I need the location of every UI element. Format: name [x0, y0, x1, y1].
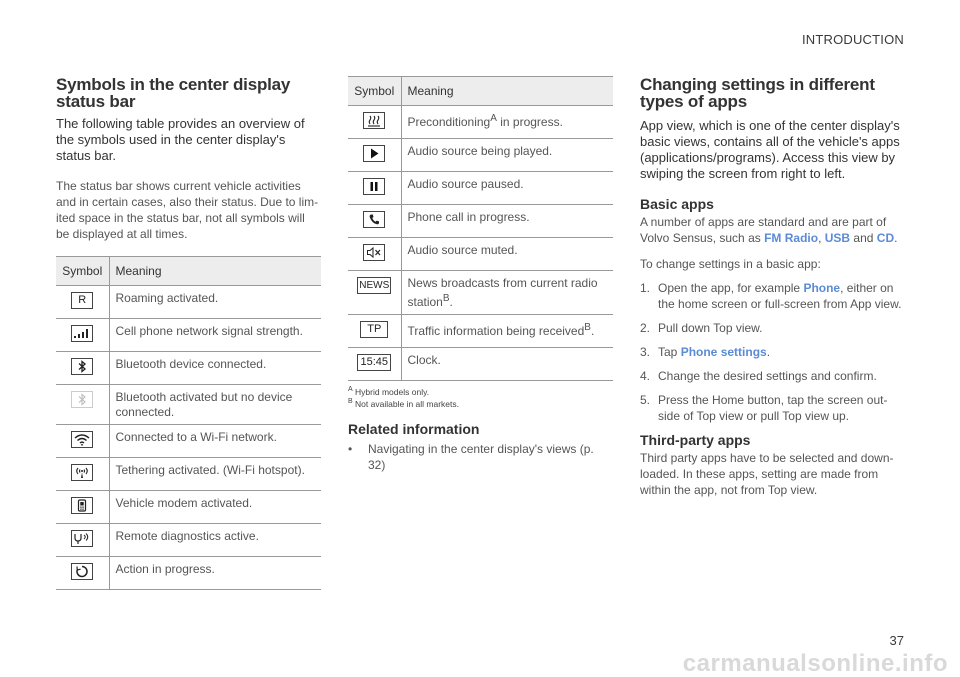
table-row	[348, 106, 613, 139]
symbol-meaning: Remote diagnostics active.	[109, 524, 321, 557]
mute-icon	[363, 244, 385, 261]
table-row	[348, 238, 613, 271]
symbol-meaning: Preconditioning$^A$ in progress.	[401, 106, 613, 139]
related-information-heading: Related information	[348, 420, 480, 437]
symbol-meaning: Bluetooth device connected.	[109, 352, 321, 385]
lead-paragraph: The following table provides an overview of the symbols used in the center display's status bar.	[56, 116, 305, 163]
section-heading-status-bar: Symbols in the center display status bar	[56, 75, 291, 111]
running-header: INTRODUCTION	[801, 32, 904, 47]
symbol-meaning: Traffic information being received$^B$.	[401, 315, 613, 348]
symbol-meaning: Clock.	[401, 348, 613, 381]
change-settings-intro: To change settings in a basic app:	[640, 257, 821, 271]
play-icon	[363, 145, 385, 162]
fm-radio-link[interactable]: FM Radio	[764, 231, 819, 245]
list-item: 4. Change the desired settings and confirm.	[640, 369, 877, 383]
phone-call-icon	[363, 211, 385, 228]
signal-strength-icon	[71, 325, 93, 342]
steps-list	[640, 280, 905, 424]
middle-column	[348, 76, 613, 473]
news-icon: NEWS	[357, 277, 391, 294]
hotspot-icon	[71, 464, 93, 481]
table-row	[348, 172, 613, 205]
symbol-meaning: Audio source muted.	[401, 238, 613, 271]
list-item: 2. Pull down Top view.	[640, 321, 763, 335]
symbol-meaning: Roaming activated.	[109, 286, 321, 319]
table-row	[56, 425, 321, 458]
third-party-apps-heading: Third-party apps	[640, 432, 751, 448]
symbol-meaning: Cell phone network signal strength.	[109, 319, 321, 352]
table-row	[56, 458, 321, 491]
symbol-meaning: Phone call in progress.	[401, 205, 613, 238]
column-header-symbol: Symbol	[56, 257, 109, 286]
cd-link[interactable]: CD	[876, 231, 895, 245]
status-symbols-table	[56, 256, 321, 590]
bullet-icon: •	[348, 441, 353, 456]
pause-icon	[363, 178, 385, 195]
table-row	[348, 271, 613, 315]
symbol-meaning: Bluetooth activated but no device connected.	[109, 385, 321, 425]
section-heading-app-settings: Changing settings in different types of apps	[640, 75, 875, 111]
symbol-meaning: News broadcasts from current radio station$^B$.	[401, 271, 613, 315]
remote-diagnostics-icon	[71, 530, 93, 547]
phone-link[interactable]: Phone	[803, 281, 841, 295]
phone-settings-link[interactable]: Phone settings	[680, 345, 767, 359]
symbol-meaning: Audio source being played.	[401, 139, 613, 172]
preconditioning-icon	[363, 112, 385, 129]
traffic-info-icon: TP	[360, 321, 388, 338]
lead-paragraph: App view, which is one of the center display's basic views, contains all of the vehicle's apps (applications/programs). Access this view by swiping the screen from right to left.	[640, 118, 900, 181]
action-progress-icon	[71, 563, 93, 580]
column-header-meaning: Meaning	[109, 257, 321, 286]
bluetooth-inactive-icon	[71, 391, 93, 408]
table-row	[348, 139, 613, 172]
table-row	[56, 319, 321, 352]
right-column	[640, 76, 905, 512]
symbol-meaning: Tethering activated. (Wi-Fi hotspot).	[109, 458, 321, 491]
footnote: $^B$ Not available in all markets.	[348, 397, 459, 409]
modem-icon	[71, 497, 93, 514]
table-row	[56, 524, 321, 557]
footnotes	[348, 385, 613, 409]
table-row	[56, 286, 321, 319]
basic-apps-text: A number of apps are standard and are part of Volvo Sensus, such as FM Radio, USB and CD.	[640, 215, 898, 245]
table-row	[348, 348, 613, 381]
table-row	[56, 352, 321, 385]
table-row	[56, 557, 321, 590]
list-item: 3. Tap Phone settings.	[640, 345, 771, 359]
symbol-meaning: Connected to a Wi-Fi network.	[109, 425, 321, 458]
third-party-apps-text: Third party apps have to be selected and down-loaded. In these apps, setting are made from within the app, not from Top view.	[640, 451, 894, 497]
body-paragraph: The status bar shows current vehicle activities and in certain cases, also their status. Due to lim-ited space in the status bar, not all symbols will be displayed at all times.	[56, 179, 319, 241]
column-header-symbol: Symbol	[348, 77, 401, 106]
column-header-meaning: Meaning	[401, 77, 613, 106]
status-symbols-table-continued	[348, 76, 613, 381]
list-item: 5. Press the Home button, tap the screen out-side of Top view or pull Top view up.	[640, 393, 888, 423]
roaming-icon: R	[71, 292, 93, 309]
wifi-icon	[71, 431, 93, 448]
symbol-meaning: Vehicle modem activated.	[109, 491, 321, 524]
symbol-meaning: Action in progress.	[109, 557, 321, 590]
clock-icon: 15:45	[357, 354, 391, 371]
table-row	[56, 385, 321, 425]
basic-apps-heading: Basic apps	[640, 196, 714, 212]
footnote: $^A$ Hybrid models only.	[348, 386, 430, 397]
usb-link[interactable]: USB	[824, 231, 851, 245]
list-item: 1. Open the app, for example Phone, either on the home screen or full-screen from App view.	[640, 281, 902, 311]
page-number: 37	[889, 633, 904, 648]
watermark: carmanualsonline.info	[682, 650, 948, 677]
table-row	[56, 491, 321, 524]
left-column	[56, 76, 321, 590]
related-link[interactable]: • Navigating in the center display's views (p. 32)	[348, 441, 594, 472]
symbol-meaning: Audio source paused.	[401, 172, 613, 205]
table-row	[348, 315, 613, 348]
table-row	[348, 205, 613, 238]
bluetooth-connected-icon	[71, 358, 93, 375]
